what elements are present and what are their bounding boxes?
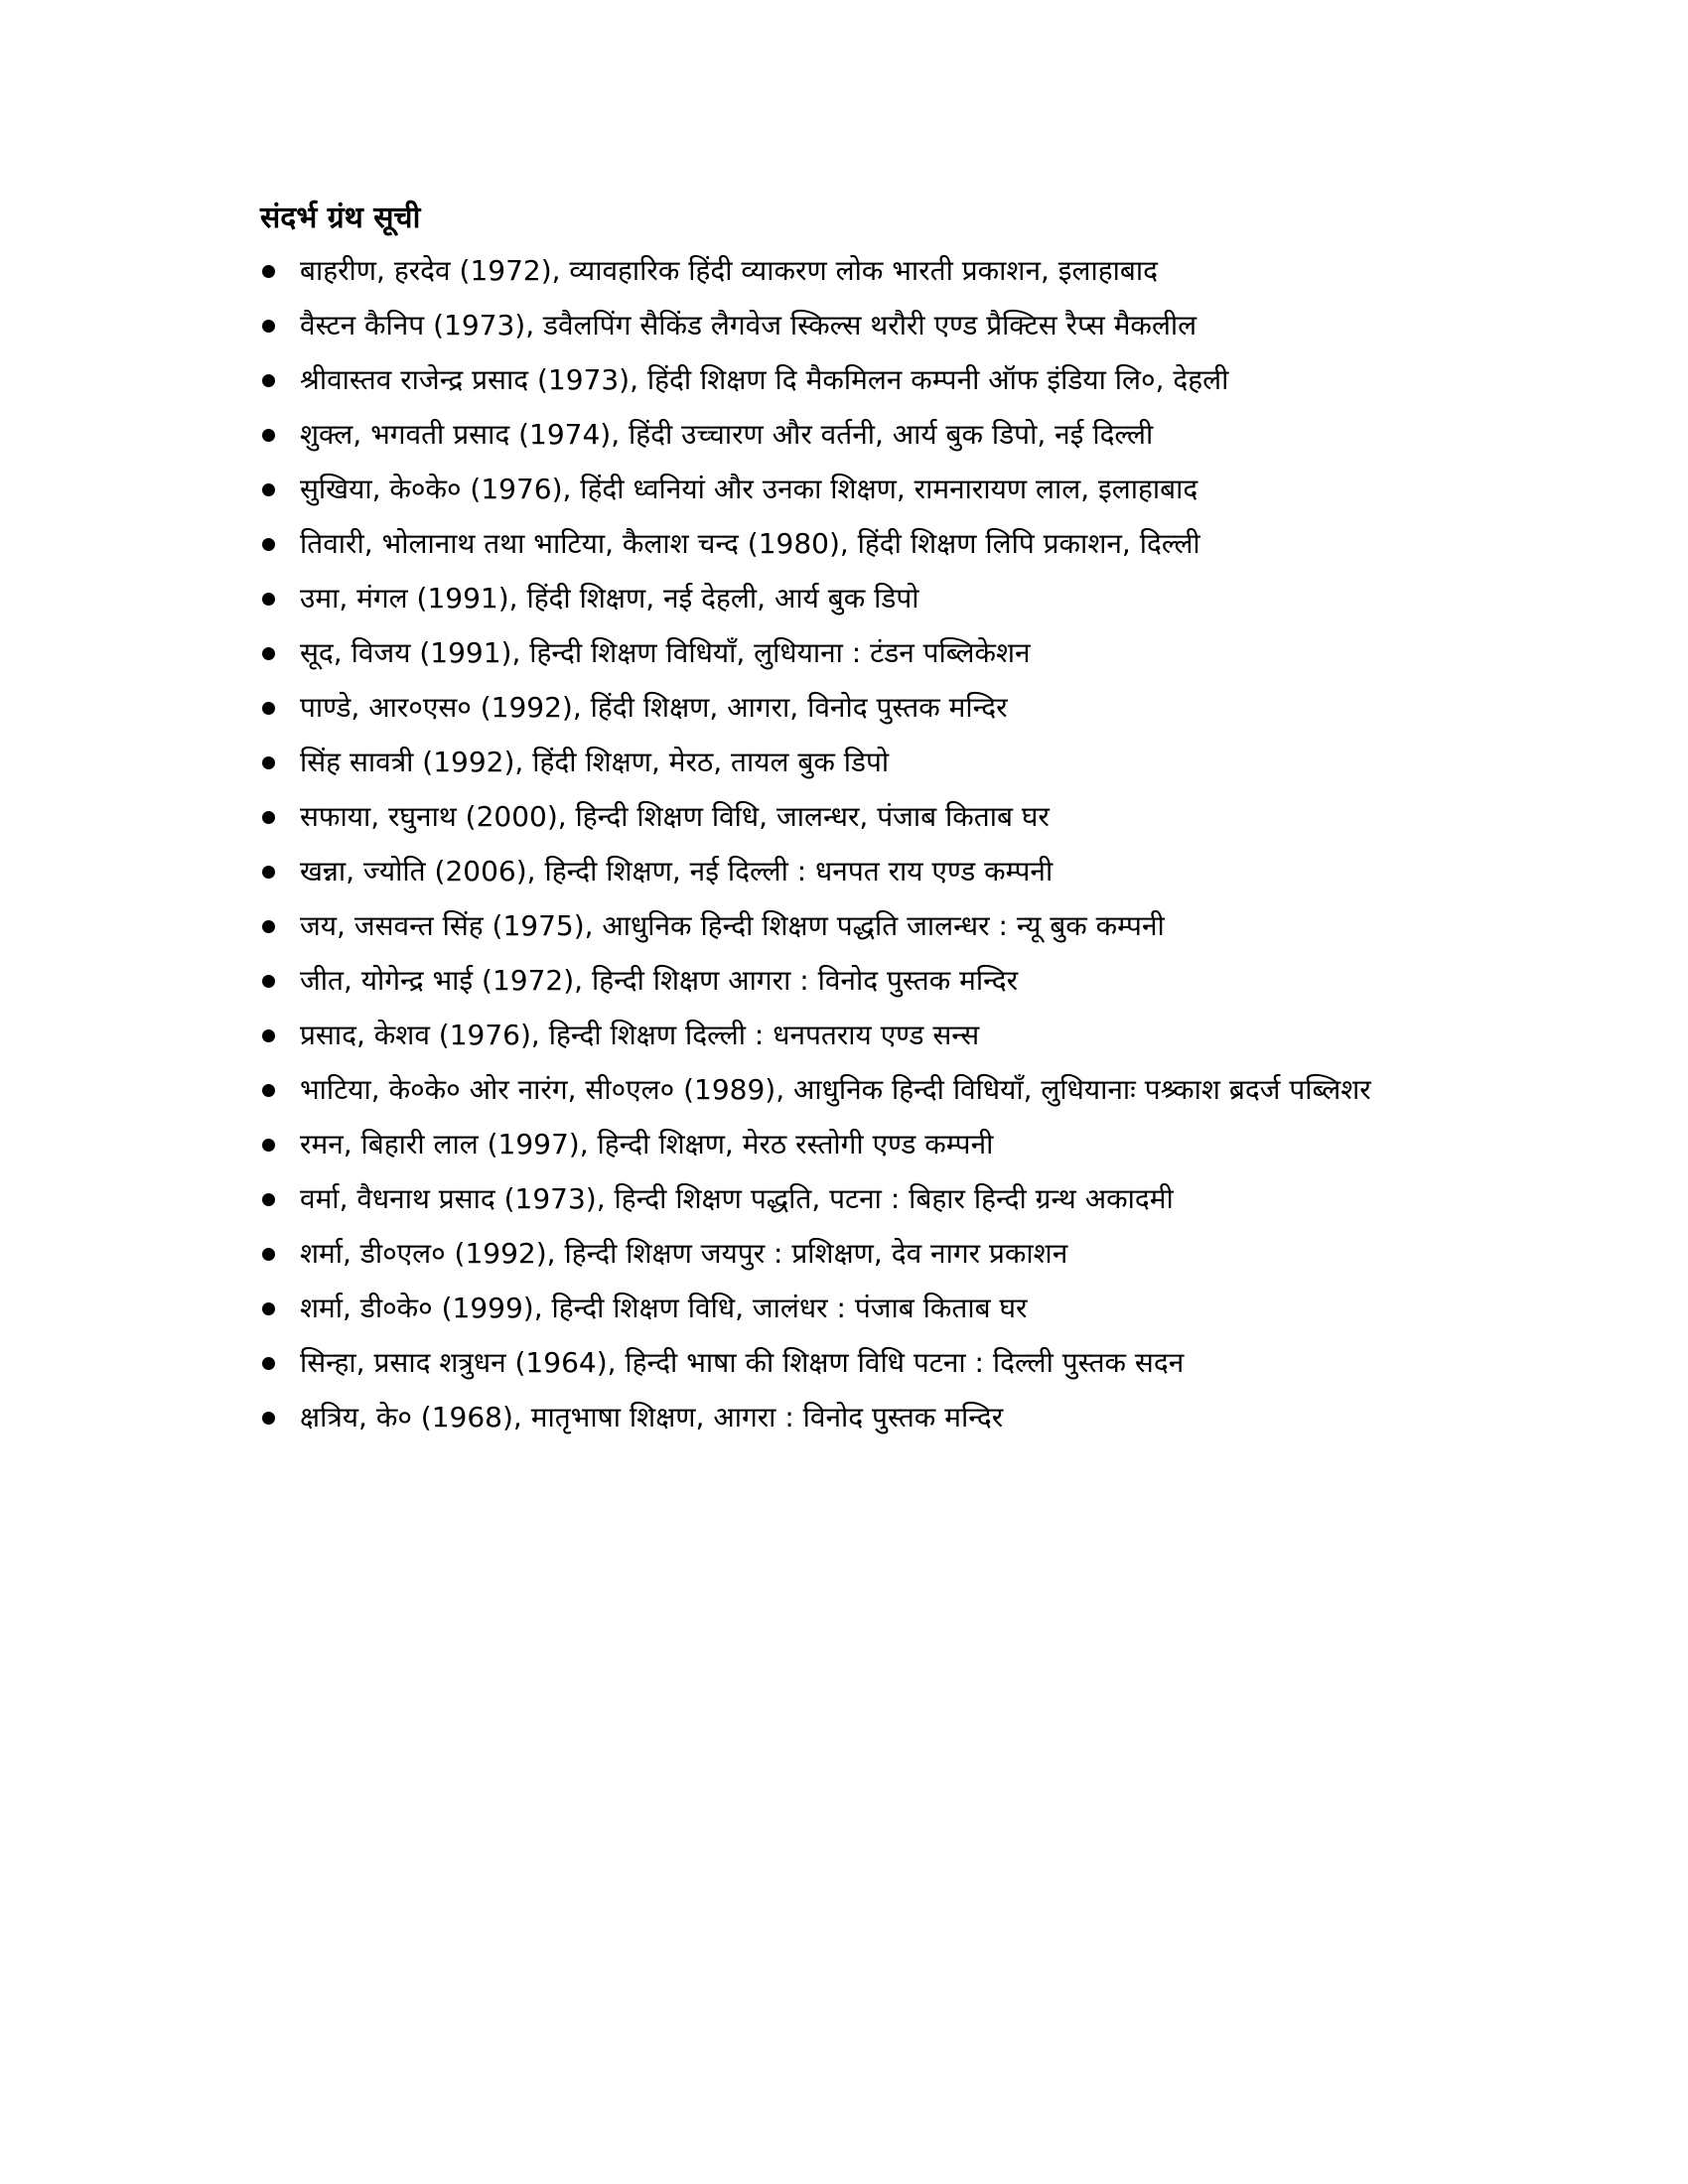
reference-item (260, 1340, 1501, 1385)
bullet-icon (262, 866, 275, 879)
reference-text: खन्ना, ज्योति (2006), हिन्दी शिक्षण, नई दिल्ली : धनपत राय एण्ड कम्पनी (300, 855, 1054, 887)
reference-item (260, 958, 1501, 1003)
reference-item (260, 1286, 1501, 1330)
bullet-icon (262, 1357, 275, 1370)
reference-text: वर्मा, वैधनाथ प्रसाद (1973), हिन्दी शिक्षण पद्धति, पटना : बिहार हिन्दी ग्रन्थ अकादमी (300, 1182, 1174, 1215)
reference-text: जीत, योगेन्द्र भाई (1972), हिन्दी शिक्षण आगरा : विनोद पुस्तक मन्दिर (300, 964, 1019, 997)
bullet-icon (262, 374, 275, 387)
bullet-icon (262, 538, 275, 551)
bullet-icon (262, 756, 275, 769)
reference-item (260, 740, 1501, 784)
bullet-icon (262, 702, 275, 715)
reference-text: जय, जसवन्त सिंह (1975), आधुनिक हिन्दी शिक्षण पद्धति जालन्धर : न्यू बुक कम्पनी (300, 909, 1165, 942)
bullet-icon (262, 920, 275, 933)
reference-text: प्रसाद, केशव (1976), हिन्दी शिक्षण दिल्ली : धनपतराय एण्ड सन्स (300, 1019, 980, 1051)
reference-item (260, 685, 1501, 730)
reference-text: सफाया, रघुनाथ (2000), हिन्दी शिक्षण विधि, जालन्धर, पंजाब किताब घर (300, 800, 1050, 833)
reference-item (260, 1013, 1501, 1057)
bullet-icon (262, 1084, 275, 1097)
reference-list (260, 248, 1501, 1439)
reference-item (260, 794, 1501, 839)
reference-text: शर्मा, डी०के० (1999), हिन्दी शिक्षण विधि, जालंधर : पंजाब किताब घर (300, 1292, 1028, 1324)
bullet-icon (262, 429, 275, 442)
reference-item (260, 1231, 1501, 1276)
reference-text: तिवारी, भोलानाथ तथा भाटिया, कैलाश चन्द (1980), हिंदी शिक्षण लिपि प्रकाशन, दिल्ली (300, 527, 1200, 560)
bullet-icon (262, 1139, 275, 1152)
reference-text: शुक्ल, भगवती प्रसाद (1974), हिंदी उच्चारण और वर्तनी, आर्य बुक डिपो, नई दिल्ली (300, 418, 1154, 451)
reference-item (260, 576, 1501, 620)
reference-text: शर्मा, डी०एल० (1992), हिन्दी शिक्षण जयपुर : प्रशिक्षण, देव नागर प्रकाशन (300, 1237, 1068, 1270)
reference-text: सुखिया, के०के० (1976), हिंदी ध्वनियां और उनका शिक्षण, रामनारायण लाल, इलाहाबाद (300, 473, 1198, 505)
reference-item (260, 630, 1501, 675)
bibliography-page (260, 197, 1501, 1449)
reference-text: वैस्टन कैनिप (1973), डवैलपिंग सैकिंड लैगवेज स्किल्स थरौरी एण्ड प्रैक्टिस रैप्स मैकलील (300, 309, 1197, 341)
reference-item (260, 303, 1501, 347)
reference-text: क्षत्रिय, के० (1968), मातृभाषा शिक्षण, आगरा : विनोद पुस्तक मन्दिर (300, 1401, 1004, 1433)
bullet-icon (262, 320, 275, 333)
bullet-icon (262, 811, 275, 824)
reference-text: उमा, मंगल (1991), हिंदी शिक्षण, नई देहली, आर्य बुक डिपो (300, 582, 919, 614)
reference-item (260, 1176, 1501, 1221)
reference-text: बाहरीण, हरदेव (1972), व्यावहारिक हिंदी व्याकरण लोक भारती प्रकाशन, इलाहाबाद (300, 254, 1159, 287)
reference-item (260, 1067, 1501, 1112)
bullet-icon (262, 1248, 275, 1261)
bibliography-heading: संदर्भ ग्रंथ सूची (260, 201, 421, 235)
reference-item (260, 1395, 1501, 1439)
reference-item (260, 1122, 1501, 1166)
reference-text: सिंह सावत्री (1992), हिंदी शिक्षण, मेरठ, तायल बुक डिपो (300, 746, 890, 778)
bullet-icon (262, 647, 275, 660)
reference-item (260, 357, 1501, 402)
bullet-icon (262, 1029, 275, 1042)
reference-text: रमन, बिहारी लाल (1997), हिन्दी शिक्षण, मेरठ रस्तोगी एण्ड कम्पनी (300, 1128, 994, 1160)
bullet-icon (262, 975, 275, 988)
bullet-icon (262, 1193, 275, 1206)
bullet-icon (262, 593, 275, 606)
reference-item (260, 521, 1501, 566)
reference-item (260, 467, 1501, 511)
bullet-icon (262, 1412, 275, 1425)
reference-text: सूद, विजय (1991), हिन्दी शिक्षण विधियाँ, लुधियाना : टंडन पब्लिकेशन (300, 636, 1031, 669)
reference-text: श्रीवास्तव राजेन्द्र प्रसाद (1973), हिंदी शिक्षण दि मैकमिलन कम्पनी ऑफ इंडिया लि०, देहली (300, 363, 1229, 396)
reference-text: सिन्हा, प्रसाद शत्रुधन (1964), हिन्दी भाषा की शिक्षण विधि पटना : दिल्ली पुस्तक सदन (300, 1346, 1185, 1379)
bullet-icon (262, 483, 275, 496)
reference-item (260, 903, 1501, 948)
bullet-icon (262, 1302, 275, 1315)
reference-item (260, 412, 1501, 457)
reference-text: भाटिया, के०के० ओर नारंग, सी०एल० (1989), आधुनिक हिन्दी विधियाँ, लुधियानाः पश्र्काश ब्रदर्ज पब्लिशर (300, 1073, 1371, 1106)
reference-item (260, 849, 1501, 893)
reference-item (260, 248, 1501, 293)
reference-text: पाण्डे, आर०एस० (1992), हिंदी शिक्षण, आगरा, विनोद पुस्तक मन्दिर (300, 691, 1008, 724)
bullet-icon (262, 265, 275, 278)
